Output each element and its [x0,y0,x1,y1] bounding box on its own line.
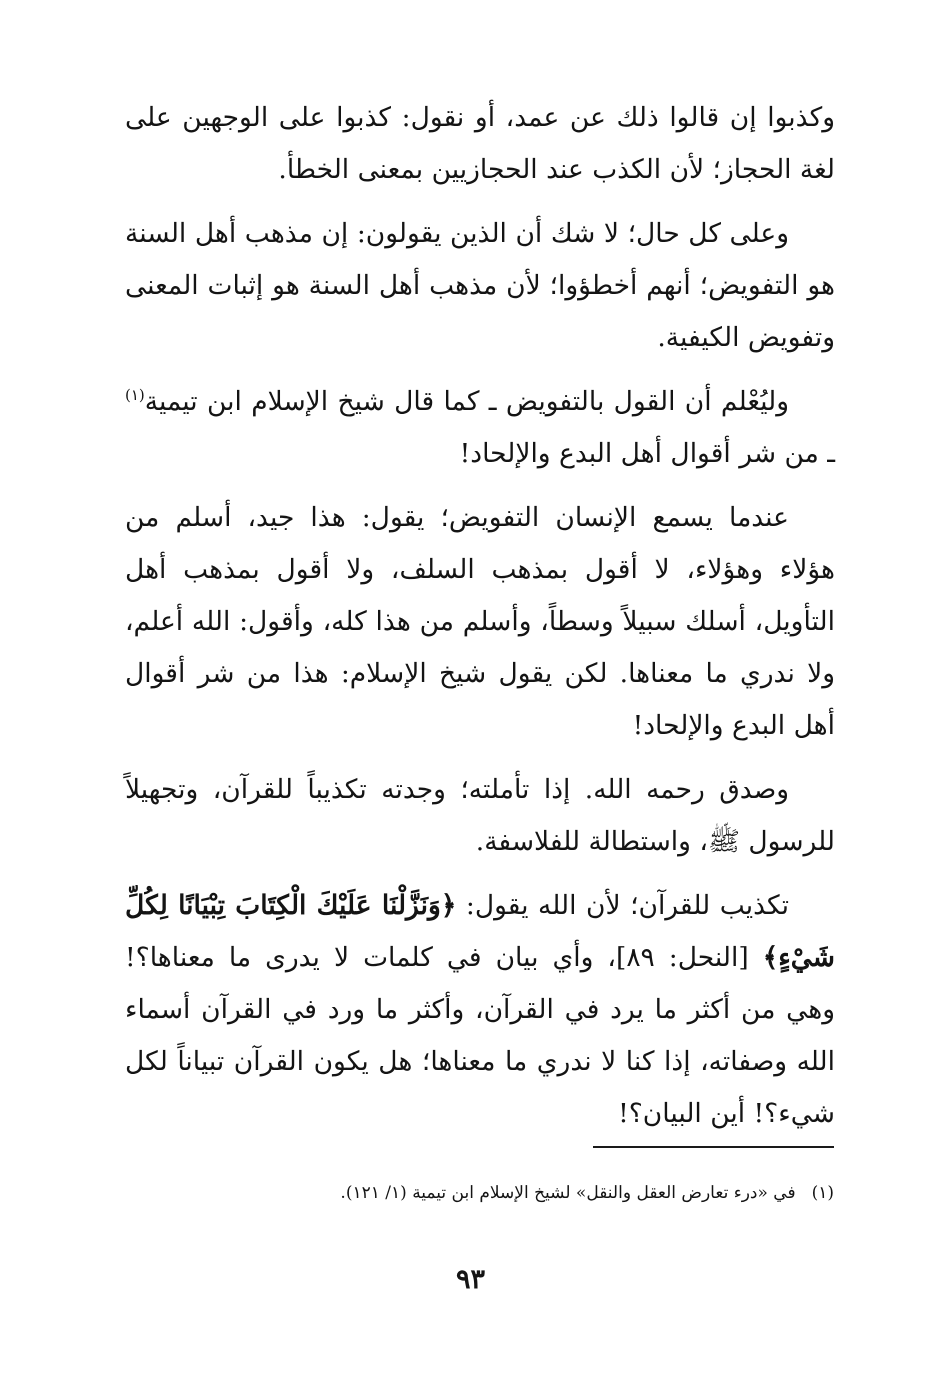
page-number: ٩٣ [455,1264,485,1295]
paragraph-6-text-end: [النحل: ٨٩]، وأي بيان في كلمات لا يدرى ما معناها؟! وهي من أكثر ما يرد في القرآن، وأكثر ما ورد في القرآن أسماء الله وصفاته، إذا كنا لا ندري ما معناها؛ هل يكون القرآن تبياناً لكل شيء؟! أين البيان؟! [125,942,835,1129]
paragraph-5: وصدق رحمه الله. إذا تأملته؛ وجدته تكذيباً للقرآن، وتجهيلاً للرسول ﷺ، واستطالة للفلاسفة. [125,774,835,857]
paragraph-3-text-end: ـ من شر أقوال أهل البدع والإلحاد! [459,438,835,469]
paragraph-1: وكذبوا إن قالوا ذلك عن عمد، أو نقول: كذبوا على الوجهين على لغة الحجاز؛ لأن الكذب عند الحجازيين بمعنى الخطأ. [125,102,835,185]
footnote-separator [593,1146,834,1148]
paragraph-2: وعلى كل حال؛ لا شك أن الذين يقولون: إن مذهب أهل السنة هو التفويض؛ أنهم أخطؤوا؛ لأن مذهب أهل السنة هو إثبات المعنى وتفويض الكيفية. [125,218,835,353]
footnote-text: في «درء تعارض العقل والنقل» لشيخ الإسلام ابن تيمية (١/ ١٢١). [340,1183,796,1203]
paragraph-4: عندما يسمع الإنسان التفويض؛ يقول: هذا جيد، أسلم من هؤلاء وهؤلاء، لا أقول بمذهب السلف، ولا أقول بمذهب أهل التأويل، أسلك سبيلاً وسطاً، وأسلم من هذا كله، وأقول: الله أعلم، ولا ندري ما معناها. لكن يقول شيخ الإسلام: هذا من شر أقوال أهل البدع والإلحاد! [125,502,835,741]
footnote [134,1178,834,1208]
paragraph-6-text-start: تكذيب للقرآن؛ لأن الله يقول: [456,890,790,921]
paragraph-3-text-start: وليُعْلم أن القول بالتفويض ـ كما قال شيخ الإسلام ابن تيمية [144,386,789,417]
footnote-reference: (١) [125,386,145,405]
footnote-mark: (١) [811,1183,834,1203]
quran-verse: ﴿وَنَزَّلْنَا عَلَيْكَ الْكِتَابَ تِبْيَانًا لِكُلِّ شَيْءٍ﴾ [125,890,835,973]
main-text [125,92,835,1152]
paragraph-6 [125,880,835,1140]
paragraph-3 [125,376,835,480]
